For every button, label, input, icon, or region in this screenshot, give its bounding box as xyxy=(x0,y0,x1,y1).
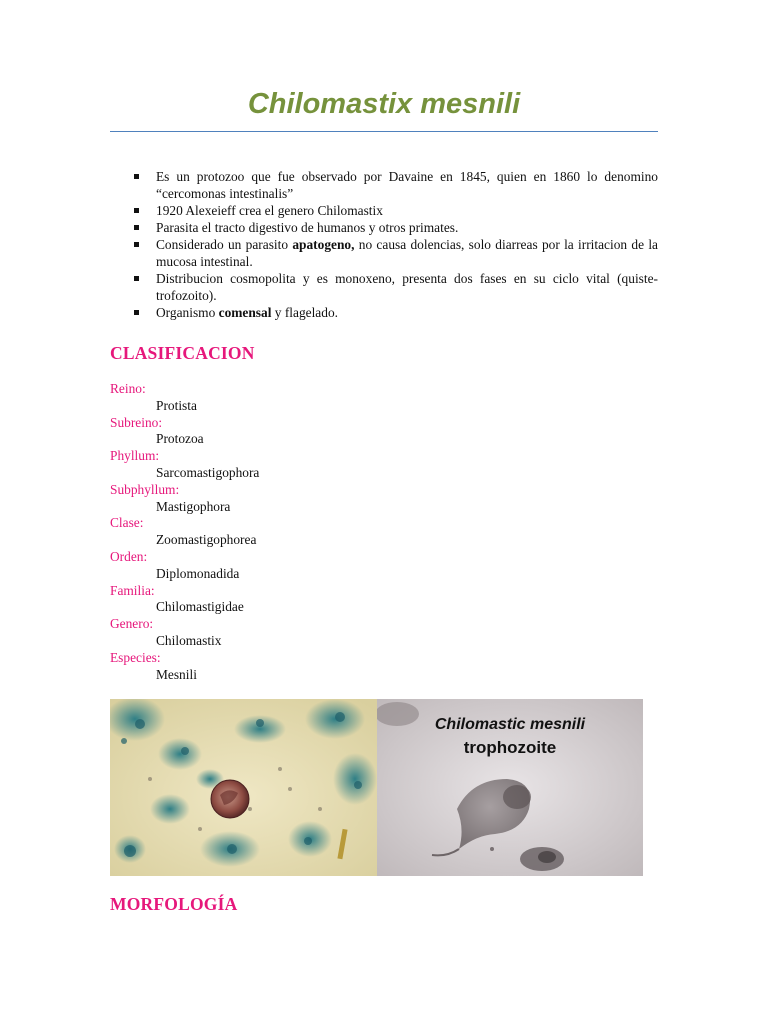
intro-bullet-item xyxy=(110,236,658,270)
taxonomy-rank: Especies: xyxy=(110,649,161,665)
taxonomy-value: Chilomastix xyxy=(156,632,222,648)
bullet-text: Parasita el tracto digestivo de humanos y otros primates. xyxy=(156,220,459,235)
bullet-text: Considerado un parasito xyxy=(156,237,293,252)
morphology-heading: MORFOLOGÍA xyxy=(110,894,238,914)
bullet-text: Es un protozoo que fue observado por Davaine en 1845, quien en 1860 lo denomino “cercomonas intestinalis” xyxy=(156,169,658,201)
intro-bullet-list xyxy=(110,168,658,321)
taxonomy-rank: Familia: xyxy=(110,582,155,598)
intro-bullet-item xyxy=(110,202,658,219)
taxonomy-rank: Reino: xyxy=(110,381,146,396)
cyst-micrograph xyxy=(110,699,377,876)
taxonomy-rank: Clase: xyxy=(110,515,144,531)
taxonomy-value: Chilomastigidae xyxy=(156,599,244,615)
figure-caption-species: Chilomastic mesnili xyxy=(434,716,586,733)
classification-heading: CLASIFICACION xyxy=(110,343,255,363)
intro-bullet-item xyxy=(110,270,658,304)
taxonomy-value: Mesnili xyxy=(156,666,197,682)
taxonomy-value: Zoomastigophorea xyxy=(156,532,257,548)
bullet-text: Distribucion cosmopolita y es monoxeno, presenta dos fases en su ciclo vital (quiste-trofozoito). xyxy=(156,271,658,303)
taxonomy-value: Diplomonadida xyxy=(156,565,240,581)
intro-bullet-item xyxy=(110,304,658,321)
taxonomy-value: Protozoa xyxy=(156,431,204,447)
taxonomy-rank: Phyllum: xyxy=(110,448,160,464)
bullet-text: y flagelado. xyxy=(271,305,338,320)
figure-caption-stage: trophozoite xyxy=(463,738,557,757)
intro-bullet-item xyxy=(110,219,658,236)
intro-bullet-item xyxy=(110,168,658,202)
taxonomy-list xyxy=(110,381,658,683)
taxonomy-value: Mastigophora xyxy=(156,498,231,514)
document-title: Chilomastix mesnili xyxy=(247,88,521,120)
title-underline xyxy=(110,131,658,132)
trophozoite-micrograph xyxy=(377,699,643,876)
taxonomy-value: Protista xyxy=(156,397,197,413)
bullet-text: no causa dolencias, solo diarreas por la irritacion de la mucosa intestinal. xyxy=(156,237,658,269)
taxonomy-value: Sarcomastigophora xyxy=(156,464,260,480)
taxonomy-rank: Subphyllum: xyxy=(110,481,180,497)
bullet-bold-text: apatogeno, xyxy=(292,237,355,252)
bullet-text: 1920 Alexeieff crea el genero Chilomastix xyxy=(156,203,383,218)
bullet-bold-text: comensal xyxy=(218,305,272,320)
bullet-text: Organismo xyxy=(156,305,219,320)
taxonomy-rank: Genero: xyxy=(110,616,154,632)
taxonomy-rank: Orden: xyxy=(110,548,148,564)
taxonomy-rank: Subreino: xyxy=(110,414,163,430)
